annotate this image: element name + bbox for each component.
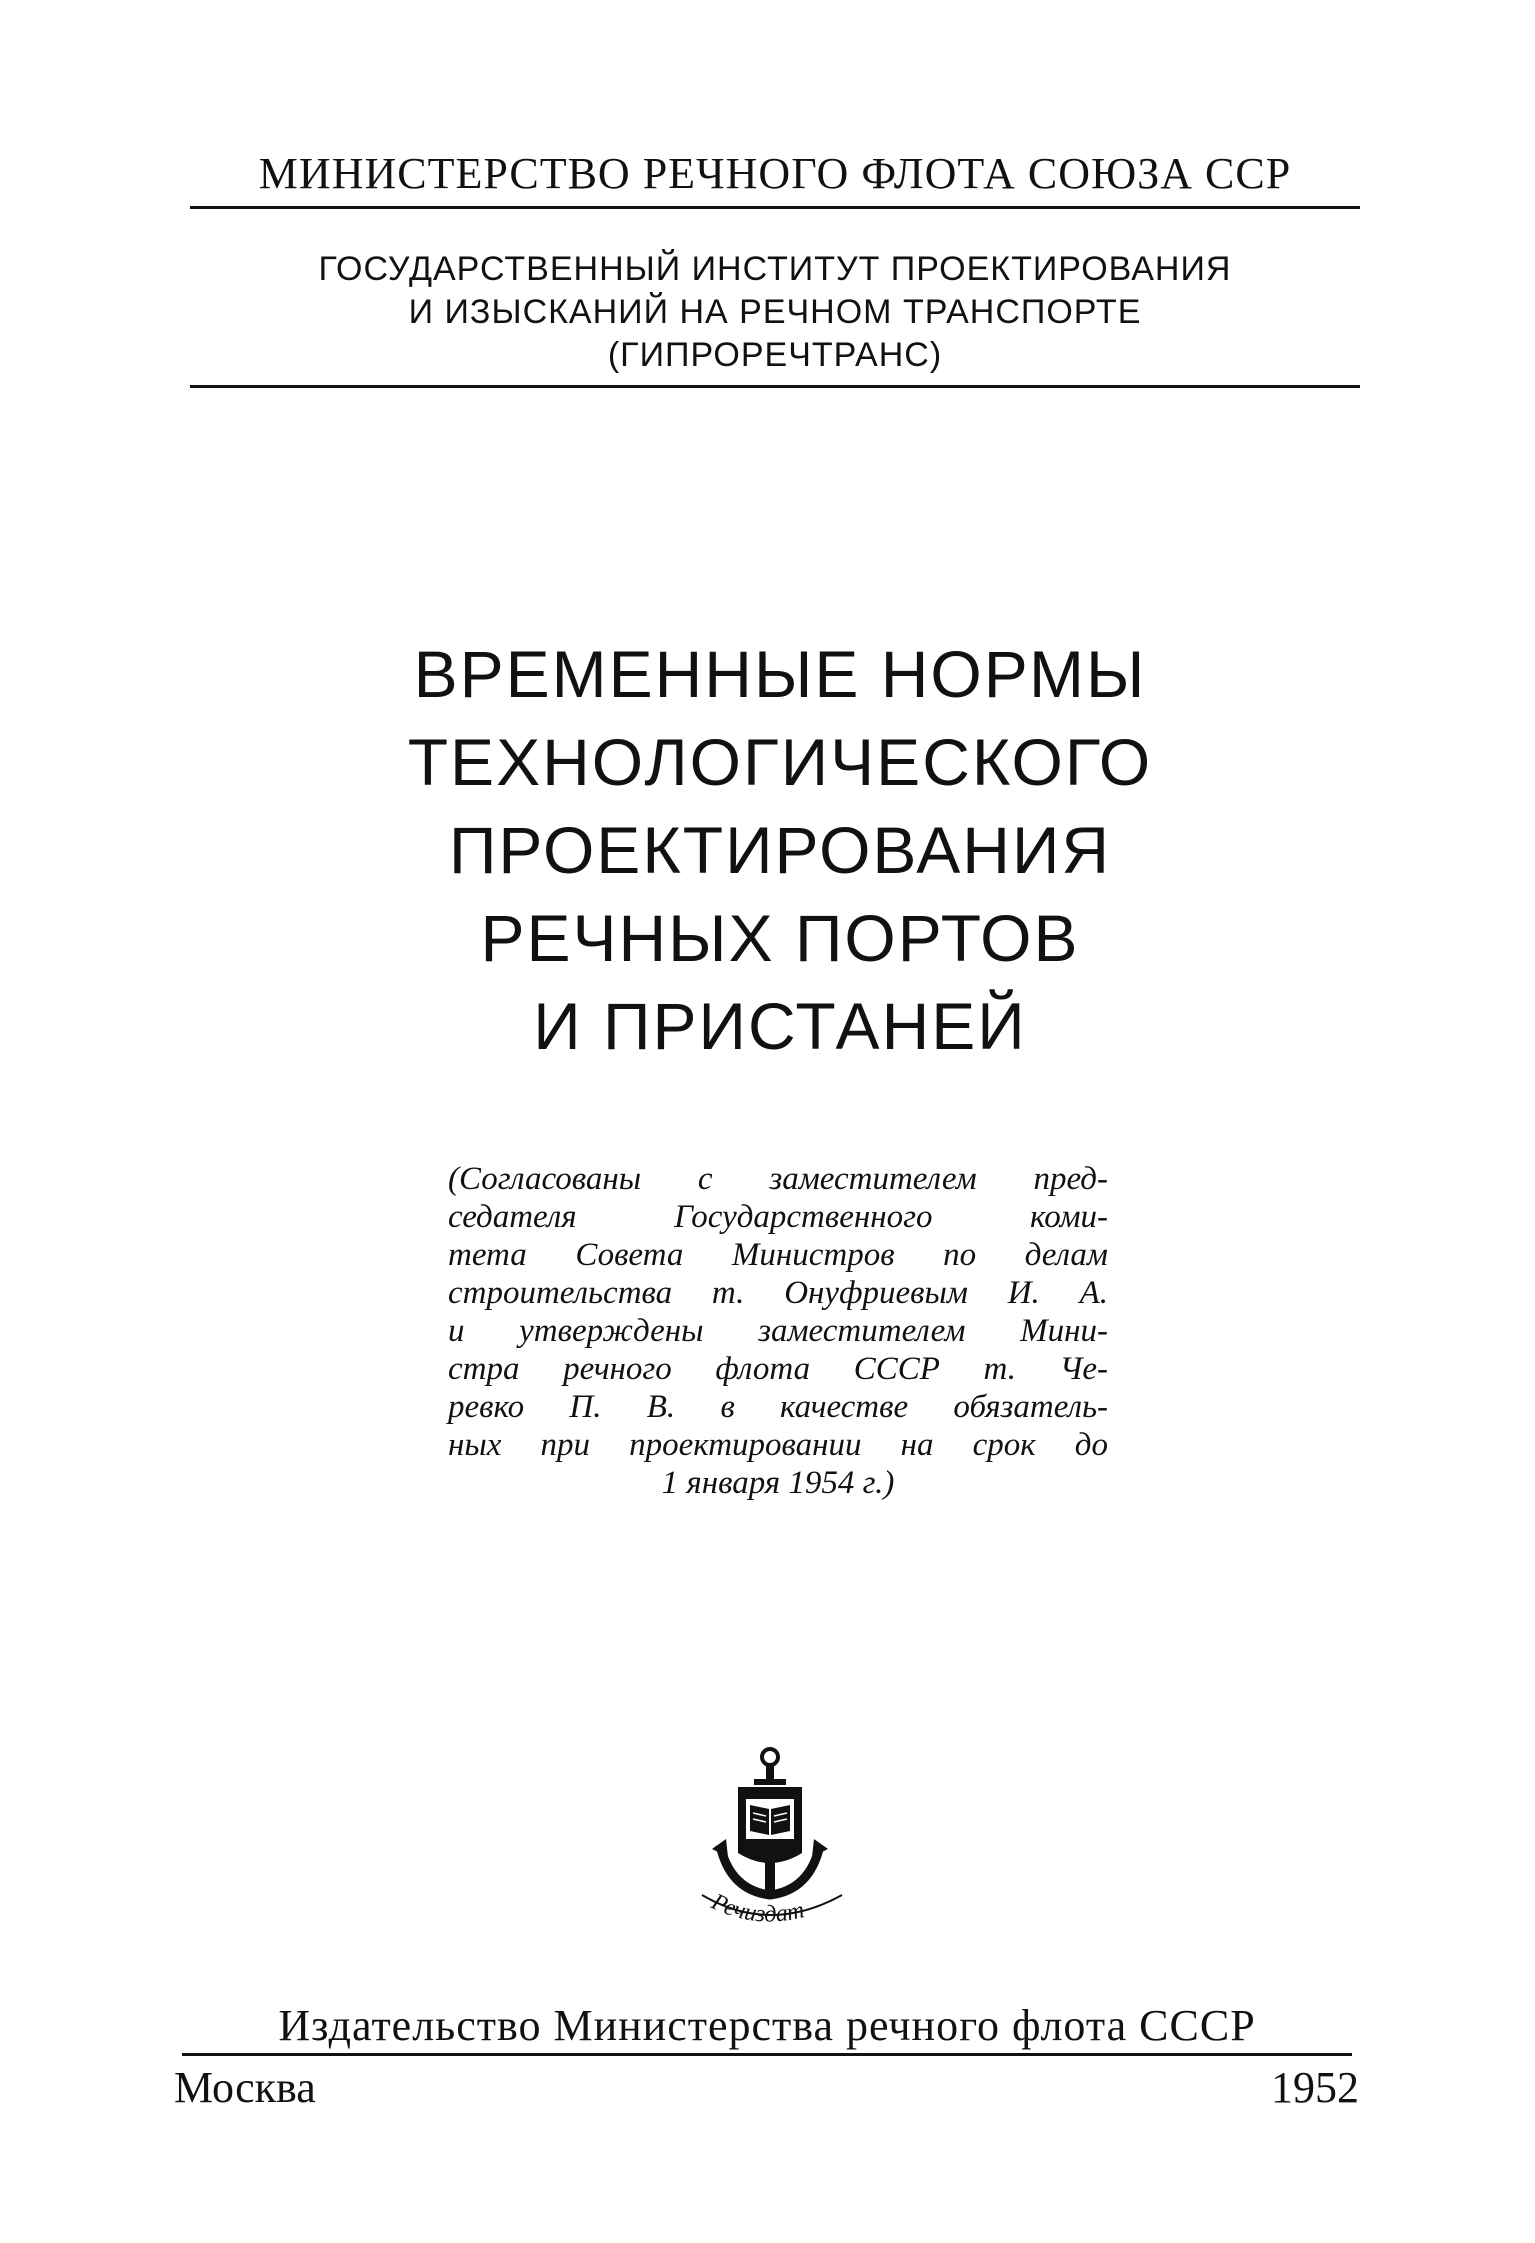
logo-text: Речиздат	[707, 1888, 807, 1928]
title-line: ПРОЕКТИРОВАНИЯ	[448, 813, 1112, 887]
title-line: ТЕХНОЛОГИЧЕСКОГО	[407, 725, 1153, 799]
approval-note-line: седателя Государственного коми-	[448, 1199, 1108, 1235]
title-line: И ПРИСТАНЕЙ	[533, 989, 1027, 1063]
approval-note-line: тета Совета Министров по делам	[448, 1237, 1108, 1273]
approval-note-line: ревко П. В. в качестве обязатель-	[448, 1389, 1108, 1425]
footer-rule	[182, 2053, 1352, 2056]
institute-rule	[190, 385, 1360, 388]
approval-note-line: строительства т. Онуфриевым И. А.	[448, 1275, 1108, 1311]
institute-line: ГОСУДАРСТВЕННЫЙ ИНСТИТУТ ПРОЕКТИРОВАНИЯ	[318, 250, 1232, 288]
approval-note-line: 1 января 1954 г.)	[661, 1465, 895, 1501]
publication-city: Москва	[174, 2063, 316, 2112]
approval-note-line: ных при проектировании на срок до	[448, 1427, 1108, 1463]
approval-note-line: и утверждены заместителем Мини-	[448, 1313, 1108, 1349]
approval-note	[448, 1160, 1108, 1502]
publisher-name: Издательство Министерства речного флота СССР	[278, 2001, 1256, 2050]
institute-line: (ГИПРОРЕЧТРАНС)	[607, 336, 943, 374]
institute-line: И ИЗЫСКАНИЙ НА РЕЧНОМ ТРАНСПОРТЕ	[408, 293, 1142, 331]
ministry-name: МИНИСТЕРСТВО РЕЧНОГО ФЛОТА СОЮЗА ССР	[258, 149, 1292, 198]
publication-year: 1952	[1271, 2063, 1359, 2112]
institute-name	[190, 248, 1360, 377]
header-rule	[190, 206, 1360, 209]
anchor-book-emblem-icon	[690, 1745, 850, 1935]
publisher-logo	[690, 1745, 850, 1935]
approval-note-line: (Согласованы с заместителем пред-	[448, 1161, 1108, 1197]
title-line: РЕЧНЫХ ПОРТОВ	[480, 901, 1080, 975]
document-title	[300, 630, 1260, 1070]
title-line: ВРЕМЕННЫЕ НОРМЫ	[413, 637, 1147, 711]
approval-note-line: стра речного флота СССР т. Че-	[448, 1351, 1108, 1387]
